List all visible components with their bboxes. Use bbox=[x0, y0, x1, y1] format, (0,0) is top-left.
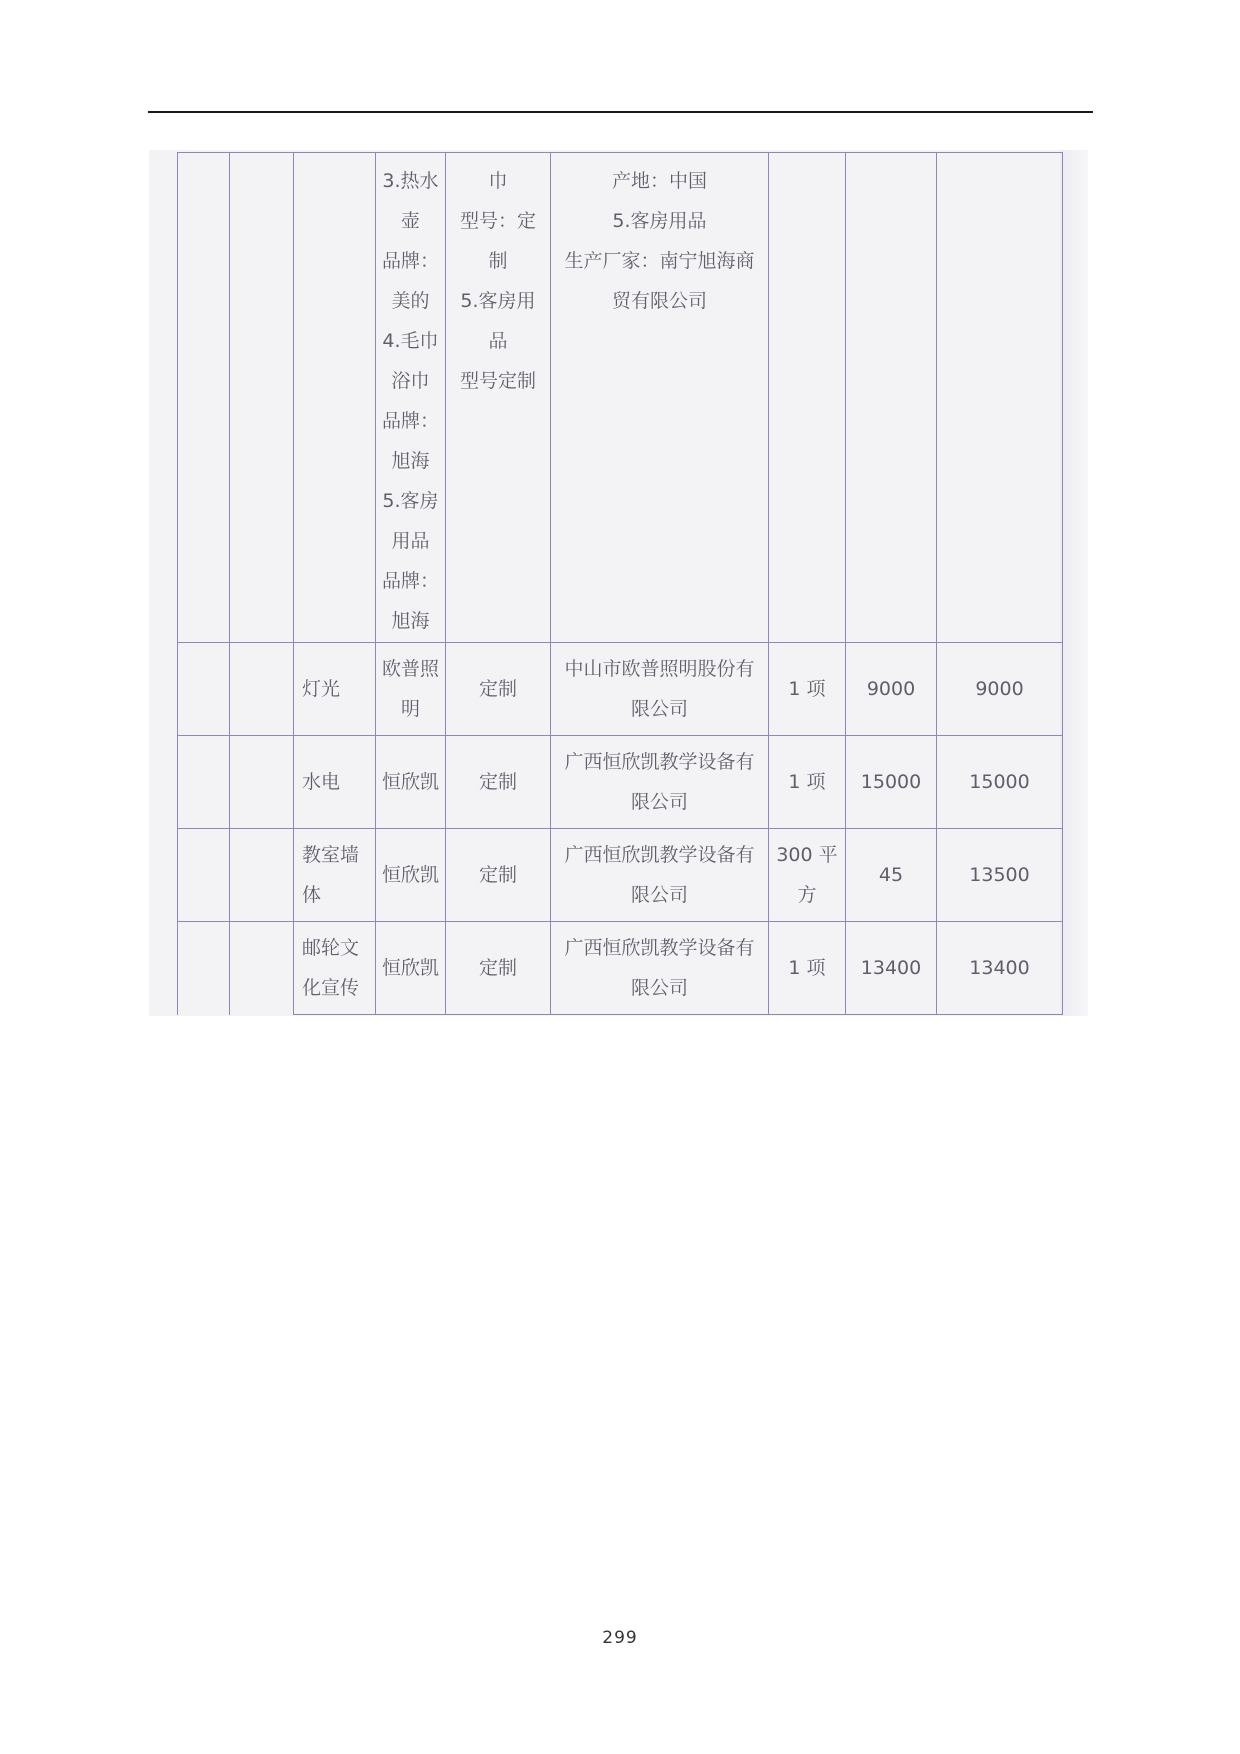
table-cell bbox=[294, 153, 376, 643]
table-cell: 15000 bbox=[846, 736, 937, 829]
table-cell: 巾 型号：定 制 5.客房用 品 型号定制 bbox=[446, 153, 551, 643]
table-cell: 13400 bbox=[846, 922, 937, 1015]
table-cell: 广西恒欣凯教学设备有 限公司 bbox=[551, 922, 769, 1015]
table-cell: 45 bbox=[846, 829, 937, 922]
table-cell bbox=[230, 922, 294, 1015]
table-cell: 13400 bbox=[937, 922, 1063, 1015]
table-row bbox=[178, 643, 1063, 736]
table-cell: 定制 bbox=[446, 736, 551, 829]
table-cell: 定制 bbox=[446, 922, 551, 1015]
table-cell: 恒欣凯 bbox=[376, 736, 446, 829]
scan-edge-shadow bbox=[1060, 150, 1088, 1016]
table-row bbox=[178, 829, 1063, 922]
table-row bbox=[178, 736, 1063, 829]
table-cell: 教室墙 体 bbox=[294, 829, 376, 922]
table-row bbox=[178, 922, 1063, 1015]
table-cell bbox=[178, 736, 230, 829]
table-cell: 9000 bbox=[937, 643, 1063, 736]
table-cell: 15000 bbox=[937, 736, 1063, 829]
table-cell: 13500 bbox=[937, 829, 1063, 922]
table-cell bbox=[178, 922, 230, 1015]
table-cell: 定制 bbox=[446, 643, 551, 736]
table-cell: 3.热水 壶 品牌： 美的 4.毛巾 浴巾 品牌： 旭海 5.客房 用品 品牌： 旭海 bbox=[376, 153, 446, 643]
product-table bbox=[177, 152, 1063, 1015]
table-cell: 邮轮文 化宣传 bbox=[294, 922, 376, 1015]
table-cell bbox=[230, 153, 294, 643]
table-cell: 中山市欧普照明股份有 限公司 bbox=[551, 643, 769, 736]
table-cell: 产地：中国 5.客房用品 生产厂家：南宁旭海商 贸有限公司 bbox=[551, 153, 769, 643]
table-cell bbox=[178, 153, 230, 643]
table-cell: 1 项 bbox=[769, 736, 846, 829]
table-cell: 欧普照 明 bbox=[376, 643, 446, 736]
table-cell bbox=[230, 829, 294, 922]
table-row bbox=[178, 153, 1063, 643]
page-number: 299 bbox=[602, 1628, 638, 1648]
table-cell: 广西恒欣凯教学设备有 限公司 bbox=[551, 736, 769, 829]
table-cell: 定制 bbox=[446, 829, 551, 922]
table-cell bbox=[230, 643, 294, 736]
table-cell bbox=[230, 736, 294, 829]
table-cell bbox=[769, 153, 846, 643]
table-cell: 广西恒欣凯教学设备有 限公司 bbox=[551, 829, 769, 922]
table-cell bbox=[178, 643, 230, 736]
table-cell: 300 平 方 bbox=[769, 829, 846, 922]
table-cell: 1 项 bbox=[769, 643, 846, 736]
table-cell: 恒欣凯 bbox=[376, 922, 446, 1015]
table-cell bbox=[178, 829, 230, 922]
table-cell: 灯光 bbox=[294, 643, 376, 736]
table-cell: 9000 bbox=[846, 643, 937, 736]
header-rule bbox=[148, 111, 1093, 113]
table-cell bbox=[846, 153, 937, 643]
table-cell: 恒欣凯 bbox=[376, 829, 446, 922]
table-cell: 水电 bbox=[294, 736, 376, 829]
table-cell: 1 项 bbox=[769, 922, 846, 1015]
table-cell bbox=[937, 153, 1063, 643]
